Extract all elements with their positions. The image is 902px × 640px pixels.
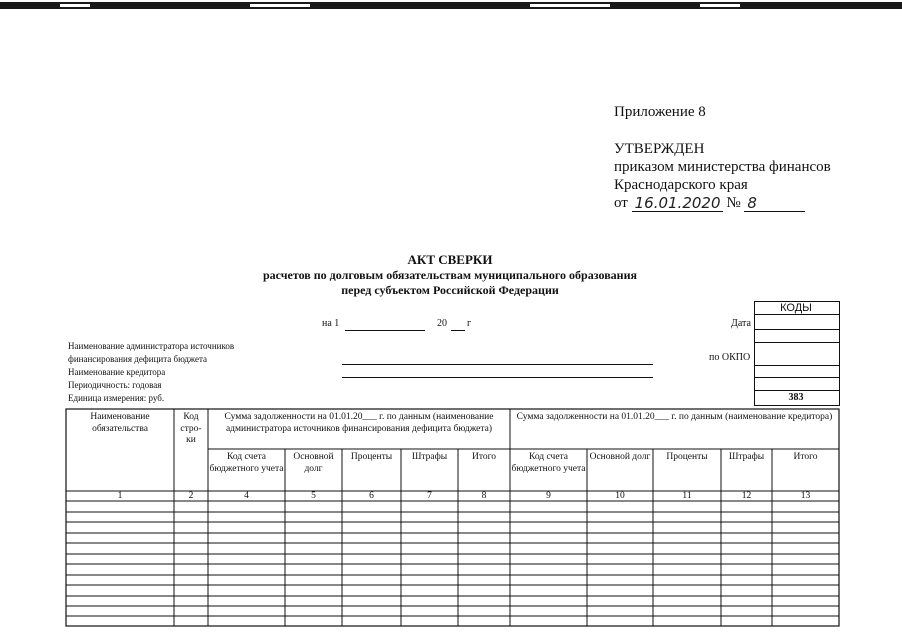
subheader-interest-2: Проценты [666,452,708,462]
col-header-line-code: Код стро-ки [180,412,202,445]
subheader-account-code-2: Код счета бюджетного учета [511,452,586,474]
codes-header: КОДЫ [780,302,812,314]
col-number: 2 [188,491,194,501]
col-number: 10 [615,491,625,501]
title-line1: АКТ СВЕРКИ [407,252,493,267]
title-line3: перед субъектом Российской Федерации [341,283,559,297]
col-number: 7 [427,491,432,501]
col-number: 6 [369,491,374,501]
subheader-account-code-1: Код счета бюджетного учета [209,452,284,474]
col-number: 4 [244,491,249,501]
subheader-principal-2: Основной долг [589,452,651,462]
date-year-prefix: 20 [437,318,447,329]
subheader-fines-1: Штрафы [411,452,448,462]
subheader-total-1: Итого [471,452,497,462]
appendix-label: Приложение 8 [614,104,706,120]
subheader-fines-2: Штрафы [728,452,765,462]
periodicity-label: Периодичность: годовая [68,380,162,390]
approval-number: 8 [744,194,805,212]
approval-line1: приказом министерства финансов [614,159,831,175]
subheader-principal-1: Основной долг [293,452,334,474]
date-prefix: на 1 [322,318,340,329]
admin-label-line1: Наименование администратора источников [68,341,235,351]
col-number: 12 [741,491,752,501]
col-header-obligation: Наименование обязательства [90,412,150,434]
document-title [200,252,700,298]
col-number: 5 [311,491,316,501]
codes-box [754,301,840,406]
approval-title: УТВЕРЖДЕН [614,141,705,157]
creditor-label: Наименование кредитора [68,367,166,377]
approval-signature-row [614,194,831,212]
unit-label: Единица измерения: руб. [68,393,165,403]
col-number: 13 [800,491,811,501]
title-line2: расчетов по долговым обязательствам муниципального образования [262,268,637,282]
admin-label-line2: финансирования дефицита бюджета [68,354,208,364]
number-label: № [726,195,741,211]
approval-block [614,140,831,212]
creditor-name-field[interactable] [342,376,653,378]
col-number: 8 [481,491,487,501]
col-number: 9 [546,491,551,501]
col-number: 11 [682,491,692,501]
unit-code: 383 [788,392,804,403]
codes-okpo-label: по ОКПО [709,352,751,363]
subheader-total-2: Итого [793,452,818,462]
scan-edge [0,2,902,9]
approval-line2: Краснодарского края [614,177,748,193]
date-year-field[interactable] [451,329,465,331]
from-label: от [614,195,628,211]
admin-name-field[interactable] [342,363,653,365]
col-number: 1 [117,491,123,501]
group-header-creditor: Сумма задолженности на 01.01.20___ г. по данным (наименование кредитора) [516,412,833,422]
date-month-field[interactable] [345,329,425,331]
approval-date: 16.01.2020 [632,194,723,212]
date-suffix: г [467,318,472,329]
group-header-admin: Сумма задолженности на 01.01.20___ г. по данным (наименование администратора источников финансирования дефицита бюджета) [224,412,494,434]
subheader-interest-1: Проценты [350,452,393,462]
codes-date-label: Дата [731,318,751,329]
